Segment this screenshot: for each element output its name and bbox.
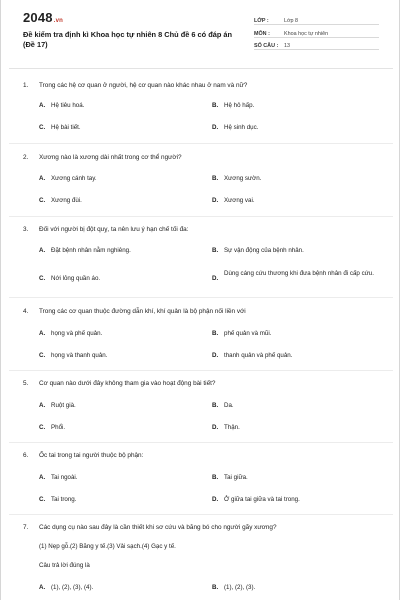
question-divider — [9, 143, 393, 144]
question-divider — [9, 442, 393, 443]
meta-question-count: SỐ CÂU : 13 — [254, 39, 379, 50]
meta-grade: LỚP : Lớp 8 — [254, 14, 379, 25]
question-divider — [9, 297, 393, 298]
site-logo[interactable]: 2048.vn — [23, 10, 64, 25]
question-divider — [9, 514, 393, 515]
exam-title: Đề kiểm tra định kì Khoa học tự nhiên 8 Chủ đề 6 có đáp án (Đề 17) — [23, 30, 233, 49]
question-divider — [9, 370, 393, 371]
exam-page: 2048.vn Đề kiểm tra định kì Khoa học tự nhiên 8 Chủ đề 6 có đáp án (Đề 17) LỚP : Lớp 8 MÔN : Khoa học tự nhiên SỐ CÂU : 13 1. Trong các hệ cơ quan ở người, hệ cơ quan nào khác nhau ở nam và nữ? A. Hệ tiêu hoá. B. Hệ hô hấp. C. Hệ bài tiết. D. Hệ sinh dục. 2. Xương nào là xương dài nhất trong cơ thể người? A. Xương cánh tay. B. Xương sườn. C. Xương đùi. D. Xương vai. 3. Đối với người bị đột quỵ, ta nên lưu ý hạn chế tối đa: A. Đặt bệnh nhân nằm nghiêng. B. Sự vận động của bệnh nhân. C. Nới lỏng quần áo. D. Dùng cáng cứu thương khi đưa bệnh nhân đi cấp cứu. 4. Trong các cơ quan thuộc đường dẫn khí, khí quản là bộ phận nối liền với A. họng và phế quản. B. phế quản và mũi. C. họng và thanh quản. D. thanh quản và phế quản. 5. Cơ quan nào dưới đây không tham gia vào hoạt động bài tiết? A. Ruột già. B. Da. C. Phổi. D. Thận. 6. Ốc tai trong tai người thuộc bộ phận: A. Tai ngoài. B. Tai giữa. C. Tai trong. D. Ở giữa tai giữa và tai trong. 7. Các dụng cụ nào sau đây là cần thiết khi sơ cứu và băng bó cho người gãy xương? (1) Nẹp gỗ.(2) Băng y tế.(3) Vải sạch.(4) Gạc y tế. Câu trả lời đúng là A. (1), (2), (3), (4). B. (1), (2), (3). — [0, 0, 400, 600]
question-7-prompt: Câu trả lời đúng là — [39, 562, 90, 569]
question-divider — [9, 216, 393, 217]
page-header — [1, 0, 400, 60]
question-7-items: (1) Nẹp gỗ.(2) Băng y tế.(3) Vải sạch.(4) Gạc y tế. — [39, 543, 176, 550]
exam-meta — [254, 14, 379, 52]
meta-subject: MÔN : Khoa học tự nhiên — [254, 27, 379, 38]
header-divider — [9, 68, 393, 69]
